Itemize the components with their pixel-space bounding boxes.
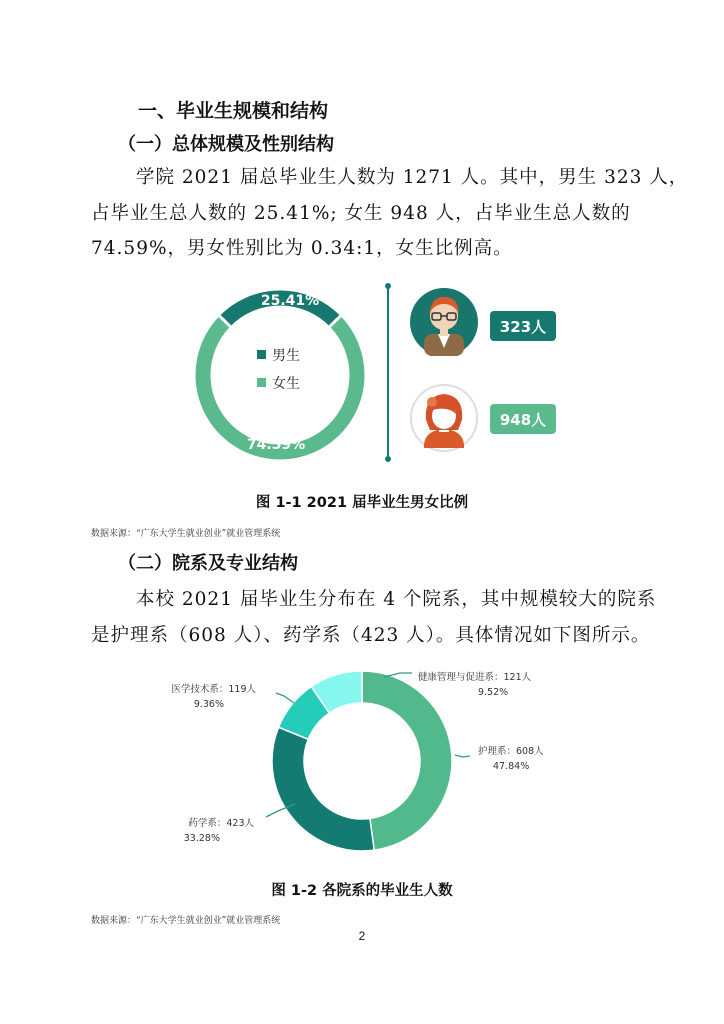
divider-dot — [385, 456, 391, 462]
leader-line — [276, 693, 294, 703]
legend-label-male: 男生 — [272, 348, 300, 364]
gender-donut-chart — [186, 280, 586, 470]
paragraph-line: 是护理系（608 人）、药学系（423 人）。具体情况如下图所示。 — [91, 625, 651, 646]
figure1-source: 数据来源：“广东大学生就业创业”就业管理系统 — [91, 529, 281, 539]
leader-line — [455, 755, 470, 757]
section-title: 一、毕业生规模和结构 — [138, 100, 329, 122]
subsection-title-gender: （一）总体规模及性别结构 — [118, 134, 334, 155]
legend-label-female: 女生 — [272, 376, 300, 392]
subsection-title-departments: （二）院系及专业结构 — [118, 553, 298, 574]
donut-slice-pharmacy — [272, 727, 374, 851]
label-medical-tech: 医学技术系：119人 — [171, 684, 256, 695]
label-nursing: 护理系：608人 — [478, 746, 544, 757]
figure-departments — [150, 666, 590, 856]
pct-medical-tech: 9.36% — [193, 699, 224, 710]
female-count-label: 948人 — [499, 411, 547, 429]
pct-pharmacy: 33.28% — [183, 833, 220, 844]
paragraph-line: 74.59%，男女性别比为 0.34:1，女生比例高。 — [91, 238, 513, 259]
paragraph-line: 学院 2021 届总毕业生人数为 1271 人。其中，男生 323 人， — [136, 167, 689, 188]
male-count-label: 323人 — [499, 318, 547, 336]
data-label-female: 74.59% — [246, 437, 306, 453]
male-student-icon — [410, 288, 478, 356]
label-health-management: 健康管理与促进系：121人 — [418, 672, 532, 683]
page-number: 2 — [358, 929, 366, 943]
pct-health-management: 9.52% — [478, 687, 509, 698]
female-student-icon — [410, 384, 478, 452]
divider-dot — [385, 283, 391, 289]
legend-swatch-female — [257, 378, 266, 387]
figure2-source: 数据来源：“广东大学生就业创业”就业管理系统 — [91, 916, 281, 926]
figure1-caption: 图 1-1 2021 届毕业生男女比例 — [255, 495, 469, 511]
data-label-male: 25.41% — [260, 293, 320, 309]
legend-swatch-male — [257, 350, 266, 359]
figure2-caption: 图 1-2 各院系的毕业生人数 — [271, 883, 453, 899]
label-pharmacy: 药学系：423人 — [188, 818, 254, 829]
paragraph-line: 占毕业生总人数的 25.41%; 女生 948 人，占毕业生总人数的 — [91, 203, 631, 224]
figure-gender — [186, 280, 586, 470]
donut-slice-nursing — [362, 671, 452, 850]
pct-nursing: 47.84% — [493, 761, 530, 772]
paragraph-line: 本校 2021 届毕业生分布在 4 个院系，其中规模较大的院系 — [136, 589, 657, 610]
department-donut-chart — [150, 666, 590, 856]
